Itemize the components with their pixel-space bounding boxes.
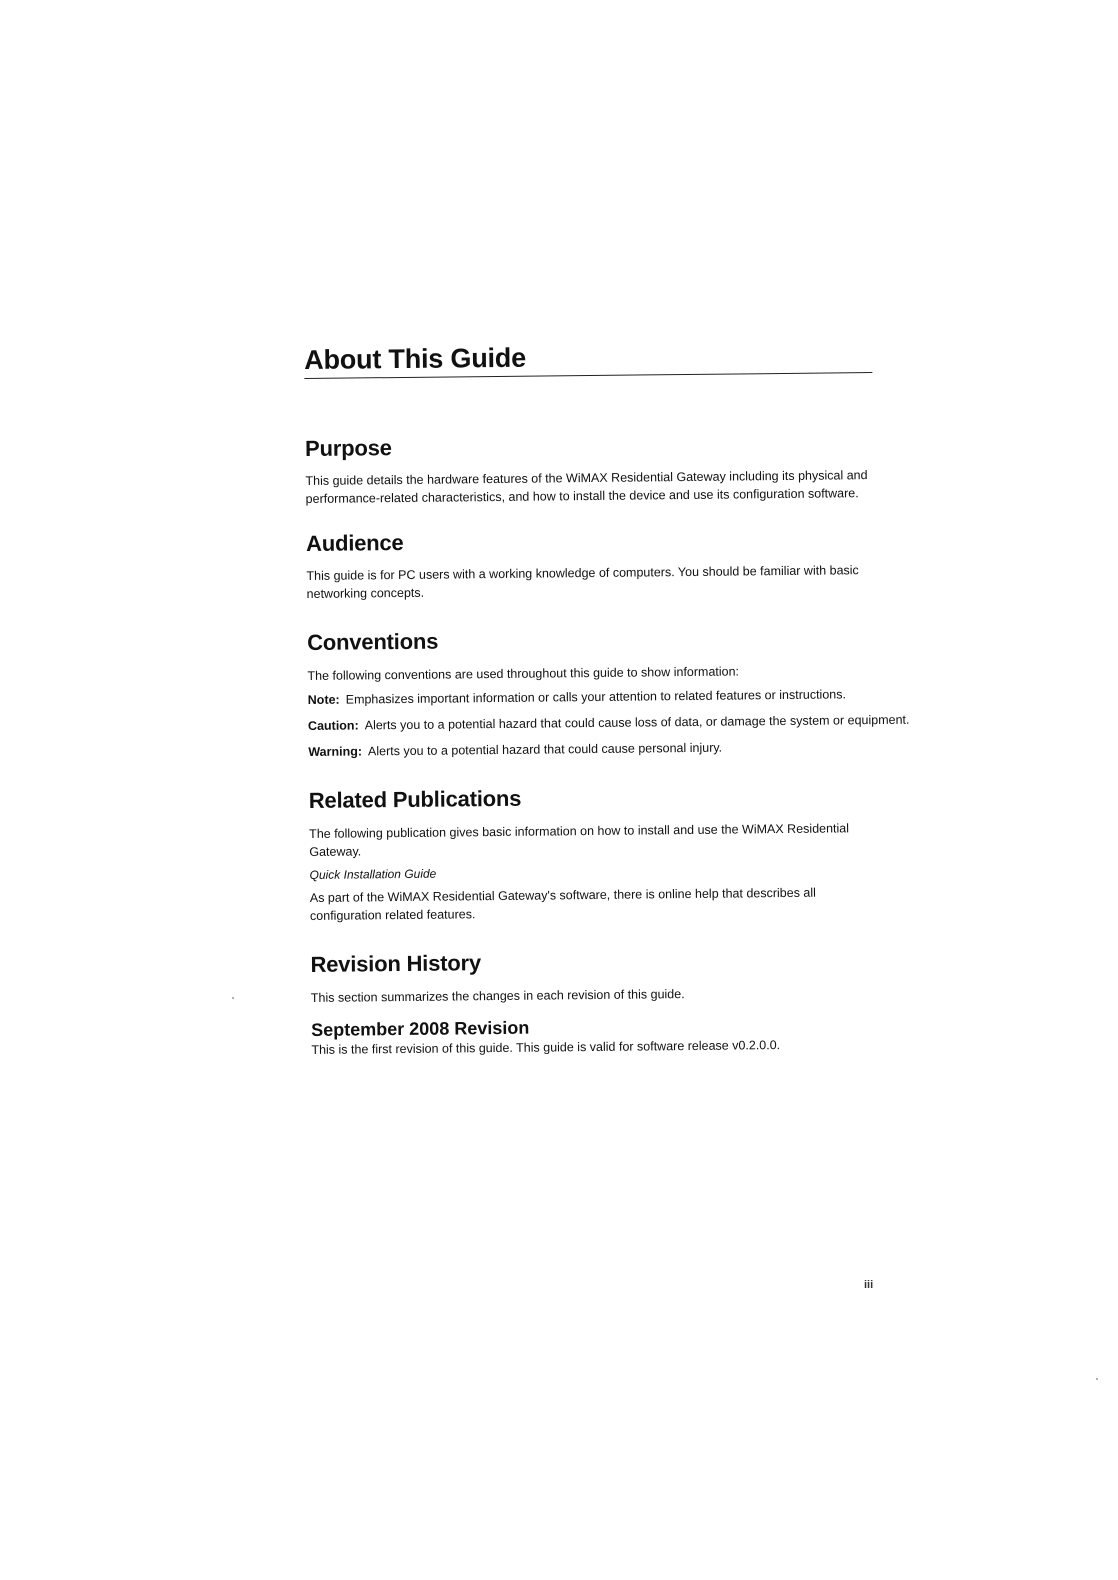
convention-note-text: Emphasizes important information or calls your attention to related features or instructions. <box>345 687 846 707</box>
related-publications-intro: The following publication gives basic information on how to install and use the WiMAX Residential Gateway. <box>309 821 850 859</box>
scan-speck <box>232 997 234 999</box>
page-title: About This Guide <box>304 342 527 375</box>
conventions-intro: The following conventions are used throughout this guide to show information: <box>307 664 740 683</box>
audience-heading: Audience <box>305 529 404 556</box>
convention-warning-label: Warning: <box>308 744 363 759</box>
conventions-heading: Conventions <box>307 628 439 655</box>
revision-history-intro: This section summarizes the changes in each revision of this guide. <box>310 987 685 1005</box>
scan-speck <box>1096 1378 1098 1380</box>
purpose-heading: Purpose <box>304 435 392 461</box>
convention-warning-text: Alerts you to a potential hazard that could cause personal injury. <box>367 740 723 759</box>
revision-subheading: September 2008 Revision <box>311 1017 530 1040</box>
related-publications-text: As part of the WiMAX Residential Gateway's software, there is online help that describes all configuration related features. <box>309 885 816 923</box>
page-number: iii <box>864 1279 874 1291</box>
convention-warning <box>308 737 874 761</box>
purpose-text: This guide details the hardware features of the WiMAX Residential Gateway including its physical and performance-related characteristics, and how to install the device and use its configuration software. <box>305 468 868 506</box>
convention-caution-text: Alerts you to a potential hazard that could cause loss of data, or damage the system or equipment. <box>364 712 910 733</box>
audience-text: This guide is for PC users with a working knowledge of computers. You should be familiar with basic networking concepts. <box>306 563 859 601</box>
publication-title: Quick Installation Guide <box>309 866 437 882</box>
convention-caution <box>308 710 938 735</box>
revision-history-heading: Revision History <box>310 950 482 977</box>
convention-note-label: Note: <box>307 692 340 707</box>
convention-caution-label: Caution: <box>307 718 359 733</box>
convention-note <box>308 685 922 709</box>
page-content <box>304 337 910 1059</box>
revision-text: This is the first revision of this guide. This guide is valid for software release v0.2.0.0. <box>311 1038 781 1057</box>
related-publications-heading: Related Publications <box>308 785 522 813</box>
